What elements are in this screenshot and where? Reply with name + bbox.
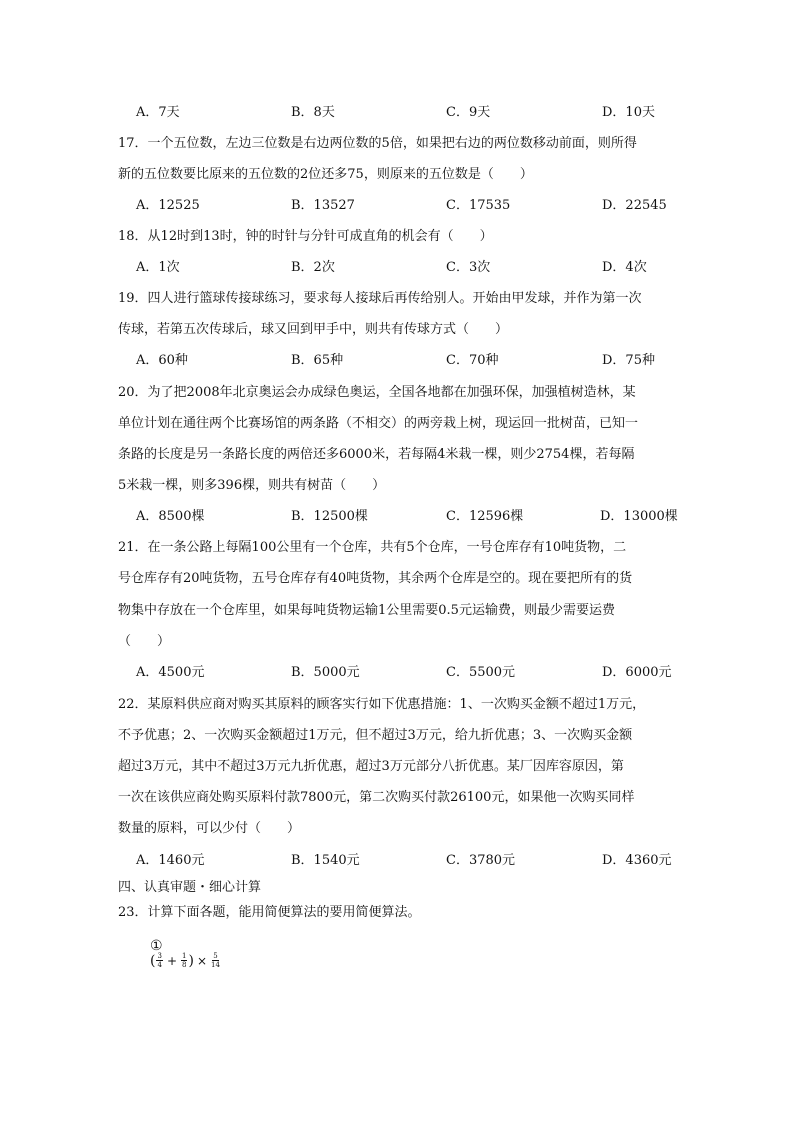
question-22-line-4: 一次在该供应商处购买原料付款7800元，第二次购买付款26100元，如果他一次购买同样 bbox=[118, 790, 635, 805]
item-number: ① bbox=[150, 938, 163, 954]
question-20-line-3: 条路的长度是另一条路长度的两倍还多6000米，若每隔4米栽一棵，则少2754棵，若每隔 bbox=[118, 447, 635, 462]
option-a: A．1次 bbox=[136, 260, 180, 275]
question-22-line-1: 22．某原料供应商对购买其原料的顾客实行如下优惠措施：1、一次购买金额不超过1万元， bbox=[118, 697, 646, 712]
question-18-line-1: 18．从12时到13时，钟的时针与分针可成直角的机会有（ ） bbox=[118, 229, 493, 244]
option-a: A．4500元 bbox=[136, 665, 205, 680]
option-a: A．60种 bbox=[136, 353, 188, 368]
question-20-line-2: 单位计划在通往两个比赛场馆的两条路（不相交）的两旁栽上树，现运回一批树苗，已知一 bbox=[118, 416, 639, 431]
option-c: C．9天 bbox=[446, 105, 491, 120]
fraction-denominator: 8 bbox=[182, 961, 187, 969]
option-b: B．2次 bbox=[291, 260, 335, 275]
option-c: C．3次 bbox=[446, 260, 491, 275]
option-b: B．13527 bbox=[291, 198, 355, 213]
fraction-denominator: 14 bbox=[211, 961, 220, 969]
option-b: B．65种 bbox=[291, 353, 344, 368]
option-d: D．10天 bbox=[602, 105, 655, 120]
option-b: B．8天 bbox=[291, 105, 335, 120]
option-d: D．22545 bbox=[602, 198, 667, 213]
question-23-line-1: 23．计算下面各题，能用简便算法的要用简便算法。 bbox=[118, 905, 421, 920]
open-paren: ( bbox=[150, 952, 156, 969]
question-21-line-3: 物集中存放在一个仓库里，如果每吨货物运输1公里需要0.5元运输费，则最少需要运费 bbox=[118, 603, 615, 618]
question-22-line-2: 不予优惠；2、一次购买金额超过1万元，但不超过3万元，给九折优惠；3、一次购买金额 bbox=[118, 728, 633, 743]
option-c: C．17535 bbox=[446, 198, 511, 213]
option-c: C．5500元 bbox=[446, 665, 516, 680]
option-d: D．75种 bbox=[602, 353, 655, 368]
option-a: A．1460元 bbox=[136, 853, 205, 868]
question-19-line-2: 传球，若第五次传球后，球又回到甲手中，则共有传球方式（ ） bbox=[118, 322, 509, 337]
close-paren: ) bbox=[188, 952, 194, 969]
option-d: D．4次 bbox=[602, 260, 647, 275]
question-22-line-5: 数量的原料，可以少付（ ） bbox=[118, 821, 301, 836]
plus-sign: + bbox=[166, 953, 177, 968]
option-b: B．5000元 bbox=[291, 665, 360, 680]
question-17-line-2: 新的五位数要比原来的五位数的2位还多75，则原来的五位数是（ ） bbox=[118, 167, 533, 182]
option-c: C．12596棵 bbox=[446, 509, 524, 524]
question-19-line-1: 19．四人进行篮球传接球练习，要求每人接球后再传给别人。开始由甲发球，并作为第一次 bbox=[118, 291, 642, 306]
option-c: C．3780元 bbox=[446, 853, 516, 868]
option-d: D．13000棵 bbox=[600, 509, 678, 524]
fraction-numerator: 1 bbox=[182, 952, 187, 960]
fraction-3 bbox=[211, 952, 220, 969]
question-21-line-4: （ ） bbox=[118, 634, 171, 649]
option-d: D．6000元 bbox=[602, 665, 672, 680]
math-expression bbox=[150, 952, 221, 969]
fraction-numerator: 5 bbox=[213, 952, 218, 960]
times-sign: × bbox=[196, 953, 207, 968]
fraction-2 bbox=[181, 952, 187, 969]
option-b: B．12500棵 bbox=[291, 509, 368, 524]
question-21-line-1: 21．在一条公路上每隔100公里有一个仓库，共有5个仓库，一号仓库存有10吨货物，二 bbox=[118, 540, 627, 555]
question-17-line-1: 17．一个五位数，左边三位数是右边两位数的5倍，如果把右边的两位数移动前面，则所得 bbox=[118, 136, 637, 151]
question-22-line-3: 超过3万元，其中不超过3万元九折优惠，超过3万元部分八折优惠。某厂因库容原因，第 bbox=[118, 759, 624, 774]
option-b: B．1540元 bbox=[291, 853, 360, 868]
fraction-denominator: 4 bbox=[157, 961, 162, 969]
question-20-line-4: 5米栽一棵，则多396棵，则共有树苗（ ） bbox=[118, 478, 386, 493]
option-d: D．4360元 bbox=[602, 853, 672, 868]
option-a: A．8500棵 bbox=[136, 509, 205, 524]
question-20-line-1: 20．为了把2008年北京奥运会办成绿色奥运，全国各地都在加强环保，加强植树造林，某 bbox=[118, 385, 636, 400]
question-21-line-2: 号仓库存有20吨货物，五号仓库存有40吨货物，其余两个仓库是空的。现在要把所有的货 bbox=[118, 571, 633, 586]
option-a: A．12525 bbox=[136, 198, 200, 213]
fraction-1 bbox=[156, 952, 162, 969]
fraction-numerator: 3 bbox=[157, 952, 162, 960]
option-a: A．7天 bbox=[136, 105, 180, 120]
section-heading: 四、认真审题・细心计算 bbox=[118, 880, 262, 895]
option-c: C．70种 bbox=[446, 353, 499, 368]
